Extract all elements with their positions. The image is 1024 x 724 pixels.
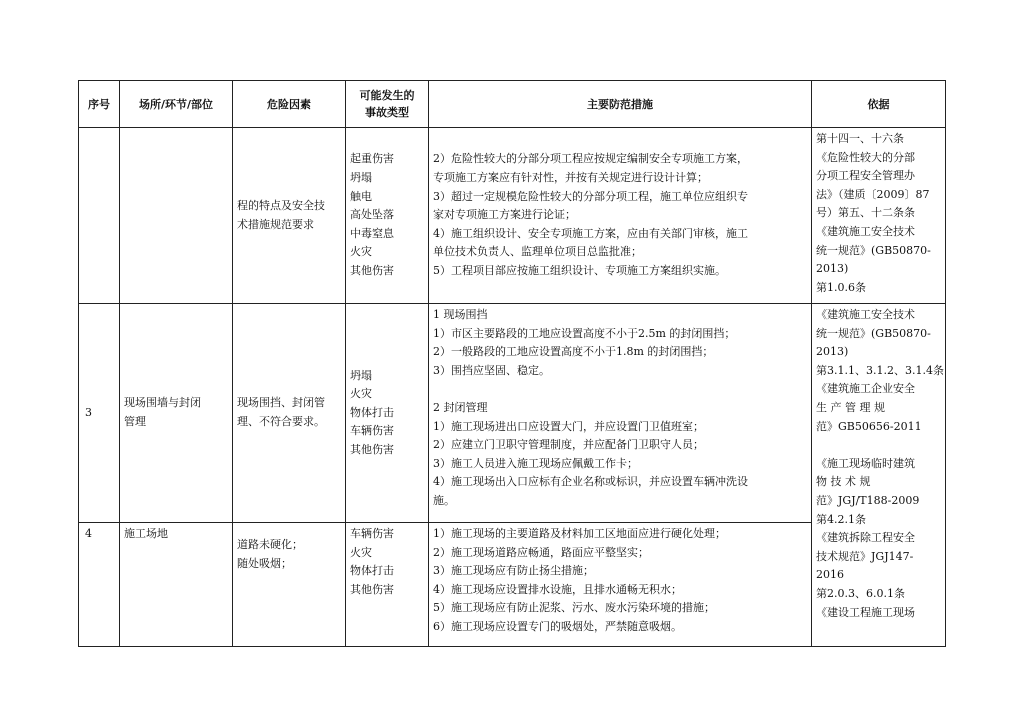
- basis-line: 《建设工程施工现场: [816, 605, 915, 619]
- measure-line: 4）施工现场应设置排水设施，且排水通畅无积水；: [433, 582, 682, 596]
- header-measures: 主要防范措施: [429, 81, 812, 128]
- measure-line: 1）施工现场进出口应设置大门，并应设置门卫值班室；: [433, 419, 704, 433]
- merged-basis-cell: [812, 304, 946, 647]
- measure-line: 3）施工人员进入施工现场应佩戴工作卡；: [433, 456, 638, 470]
- row-location-cell: [120, 523, 233, 647]
- measure-line: 1 现场围挡: [433, 308, 488, 321]
- measure-line: 单位技术负责人、监理单位项目总监批准；: [433, 245, 642, 259]
- basis-line: 第2.0.3、6.0.1条: [816, 586, 905, 600]
- row-measures-cell: [429, 304, 812, 523]
- basis-line: 范》GB50656-2011: [816, 419, 922, 433]
- basis-line: 范》JGJ/T188-2009: [816, 493, 920, 507]
- measure-line: 3）围挡应坚固、稳定。: [433, 363, 550, 377]
- basis-line: 《危险性较大的分部: [816, 150, 915, 164]
- accident-item: 坍塌: [350, 171, 372, 185]
- hazard-line: 现场围挡、封闭管: [237, 396, 325, 410]
- table-row: [79, 128, 946, 304]
- measure-line: 6）施工现场应设置专门的吸烟处，严禁随意吸烟。: [433, 619, 682, 633]
- basis-line: 第4.2.1条: [816, 512, 866, 526]
- basis-line: 统一规范》(GB50870-: [816, 243, 931, 257]
- basis-line: 号）第五、十二条条: [816, 206, 915, 220]
- accident-item: 其他伤害: [350, 582, 394, 596]
- measure-line: 3）施工现场应有防止扬尘措施；: [433, 564, 594, 578]
- measure-line: 2 封闭管理: [433, 400, 488, 414]
- basis-line: 法》（建质〔2009〕87: [816, 187, 930, 201]
- basis-line: 2013): [816, 345, 849, 359]
- accident-item: 其他伤害: [350, 263, 394, 277]
- basis-line: 《施工现场临时建筑: [816, 456, 915, 470]
- accident-item: 起重伤害: [350, 152, 394, 166]
- basis-line: 2016: [816, 568, 844, 582]
- measure-line: 5）工程项目部应按施工组织设计、专项施工方案组织实施。: [433, 263, 726, 277]
- measure-line: 施。: [433, 493, 455, 507]
- row-hazard-cell: [233, 523, 346, 647]
- accident-item: 车辆伤害: [350, 424, 394, 438]
- location-line: 施工场地: [124, 527, 168, 540]
- row-location-cell: [120, 128, 233, 304]
- measure-line: 4）施工现场出入口应标有企业名称或标识，并应设置车辆冲洗设: [433, 475, 748, 489]
- measure-line: 2）应建立门卫职守管理制度，并应配备门卫职守人员；: [433, 438, 704, 452]
- measure-line: 1）施工现场的主要道路及材料加工区地面应进行硬化处理；: [433, 527, 726, 540]
- row-index-cell: 3: [79, 304, 120, 523]
- header-row: [79, 81, 946, 128]
- hazard-line: 理、不符合要求。: [237, 415, 325, 428]
- basis-line: 第3.1.1、3.1.2、3.1.4条: [816, 363, 944, 377]
- accident-item: 火灾: [350, 245, 372, 259]
- basis-line: 《建筑拆除工程安全: [816, 531, 915, 545]
- basis-line: 物 技 术 规: [816, 475, 871, 489]
- measure-line: 家对专项施工方案进行论证；: [433, 208, 576, 222]
- basis-line: 技术规范》JGJ147-: [816, 549, 914, 563]
- accident-item: 其他伤害: [350, 442, 394, 456]
- row-accidents-cell: [346, 128, 429, 304]
- basis-line: 《建筑施工安全技术: [816, 308, 915, 321]
- basis-line: 第十四一、十六条: [816, 132, 904, 145]
- measure-line: 2）施工现场道路应畅通，路面应平整坚实；: [433, 545, 649, 559]
- accident-item: 车辆伤害: [350, 527, 394, 540]
- safety-hazard-table: [78, 80, 946, 647]
- location-line: 管理: [124, 415, 146, 428]
- hazard-line: 随处吸烟；: [237, 556, 292, 570]
- hazard-line: 道路未硬化；: [237, 538, 303, 551]
- row-hazard-cell: [233, 128, 346, 304]
- measure-line: 4）施工组织设计、安全专项施工方案，应由有关部门审核，施工: [433, 226, 748, 240]
- basis-line: 《建筑施工企业安全: [816, 382, 915, 396]
- hazard-line: 程的特点及安全技: [237, 198, 325, 212]
- row-accidents-cell: [346, 523, 429, 647]
- measure-line: 3）超过一定规模危险性较大的分部分项工程，施工单位应组织专: [433, 189, 748, 203]
- row-measures-cell: [429, 523, 812, 647]
- accident-item: 中毒窒息: [350, 226, 394, 240]
- hazard-line: 术措施规范要求: [237, 217, 314, 231]
- header-hazard: 危险因素: [233, 81, 346, 128]
- row-hazard-cell: [233, 304, 346, 523]
- header-accident-type-line2: 事故类型: [365, 106, 409, 119]
- table-row: [79, 304, 946, 523]
- row-location-cell: [120, 304, 233, 523]
- basis-line: 2013): [816, 262, 849, 276]
- accident-item: 物体打击: [350, 405, 394, 419]
- basis-line: 生 产 管 理 规: [816, 400, 885, 414]
- header-location: 场所/环节/部位: [120, 81, 233, 128]
- measure-line: 专项施工方案应有针对性，并按有关规定进行设计计算；: [433, 171, 708, 185]
- basis-line: 《建筑施工安全技术: [816, 224, 915, 238]
- row-index-cell: [79, 128, 120, 304]
- accident-item: 坍塌: [350, 368, 372, 382]
- row-index-cell: 4: [79, 523, 120, 647]
- header-accident-type-line1: 可能发生的: [359, 89, 415, 102]
- row-measures-cell: [429, 128, 812, 304]
- spacer: [816, 436, 941, 455]
- location-line: 现场围墙与封闭: [124, 396, 201, 410]
- accident-item: 高处坠落: [350, 208, 394, 222]
- accident-item: 触电: [350, 189, 372, 203]
- basis-line: 第1.0.6条: [816, 280, 866, 294]
- measure-line: 2）一般路段的工地应设置高度不小于1.8m 的封闭围挡；: [433, 345, 714, 359]
- row-basis-cell: [812, 128, 946, 304]
- row-accidents-cell: [346, 304, 429, 523]
- basis-line: 分项工程安全管理办: [816, 169, 915, 183]
- accident-item: 火灾: [350, 545, 372, 559]
- header-index: 序号: [79, 81, 120, 128]
- header-basis: 依据: [812, 81, 946, 128]
- spacer: [433, 380, 807, 399]
- basis-line: 统一规范》(GB50870-: [816, 326, 931, 340]
- measure-line: 1）市区主要路段的工地应设置高度不小于2.5m 的封闭围挡；: [433, 326, 736, 340]
- measure-line: 2）危险性较大的分部分项工程应按规定编制安全专项施工方案，: [433, 152, 748, 166]
- measure-line: 5）施工现场应有防止泥浆、污水、废水污染环境的措施；: [433, 601, 715, 615]
- header-accident-type: [346, 81, 429, 128]
- accident-item: 火灾: [350, 387, 372, 401]
- accident-item: 物体打击: [350, 564, 394, 578]
